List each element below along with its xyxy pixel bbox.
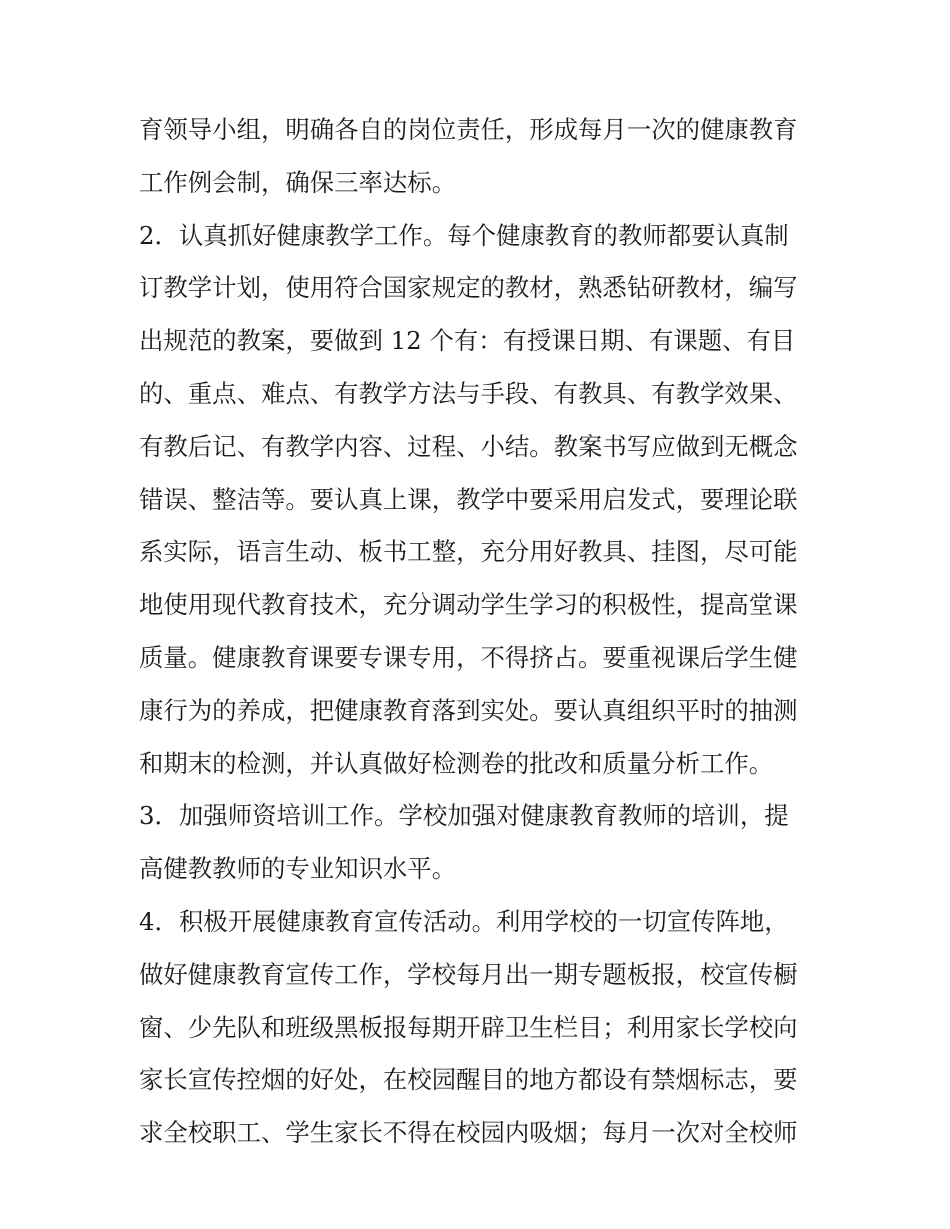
text-line: 高健教教师的专业知识水平。 [139, 854, 457, 884]
text-line: 窗、少先队和班级黑板报每期开辟卫生栏目；利用家长学校向 [139, 1012, 798, 1042]
text-line: 工作例会制，确保三率达标。 [139, 167, 457, 197]
text-line: 有教后记、有教学内容、过程、小结。教案书写应做到无概念 [139, 431, 798, 461]
text-line: 做好健康教育宣传工作，学校每月出一期专题板报，校宣传橱 [139, 959, 798, 989]
text-line: 质量。健康教育课要专课专用，不得挤占。要重视课后学生健 [139, 642, 798, 672]
text-line: 家长宣传控烟的好处，在校园醒目的地方都设有禁烟标志，要 [139, 1065, 798, 1095]
text-line: 康行为的养成，把健康教育落到实处。要认真组织平时的抽测 [139, 695, 798, 725]
body-text [139, 104, 819, 1160]
text-line: 的、重点、难点、有教学方法与手段、有教具、有教学效果、 [139, 378, 798, 408]
text-line: 2．认真抓好健康教学工作。每个健康教育的教师都要认真制 [139, 220, 789, 250]
text-line: 4．积极开展健康教育宣传活动。利用学校的一切宣传阵地， [139, 906, 789, 936]
text-line: 出规范的教案，要做到 12 个有：有授课日期、有课题、有目 [139, 326, 796, 356]
text-line: 错误、整洁等。要认真上课，教学中要采用启发式，要理论联 [139, 484, 798, 514]
text-line: 和期末的检测，并认真做好检测卷的批改和质量分析工作。 [139, 748, 774, 778]
text-line: 地使用现代教育技术，充分调动学生学习的积极性，提高堂课 [139, 590, 798, 620]
text-line: 订教学计划，使用符合国家规定的教材，熟悉钻研教材，编写 [139, 273, 798, 303]
text-line: 系实际，语言生动、板书工整，充分用好教具、挂图，尽可能 [139, 537, 798, 567]
text-line: 3．加强师资培训工作。学校加强对健康教育教师的培训，提 [139, 801, 789, 831]
text-line: 求全校职工、学生家长不得在校园内吸烟；每月一次对全校师 [139, 1118, 798, 1148]
text-line: 育领导小组，明确各自的岗位责任，形成每月一次的健康教育 [139, 115, 798, 144]
